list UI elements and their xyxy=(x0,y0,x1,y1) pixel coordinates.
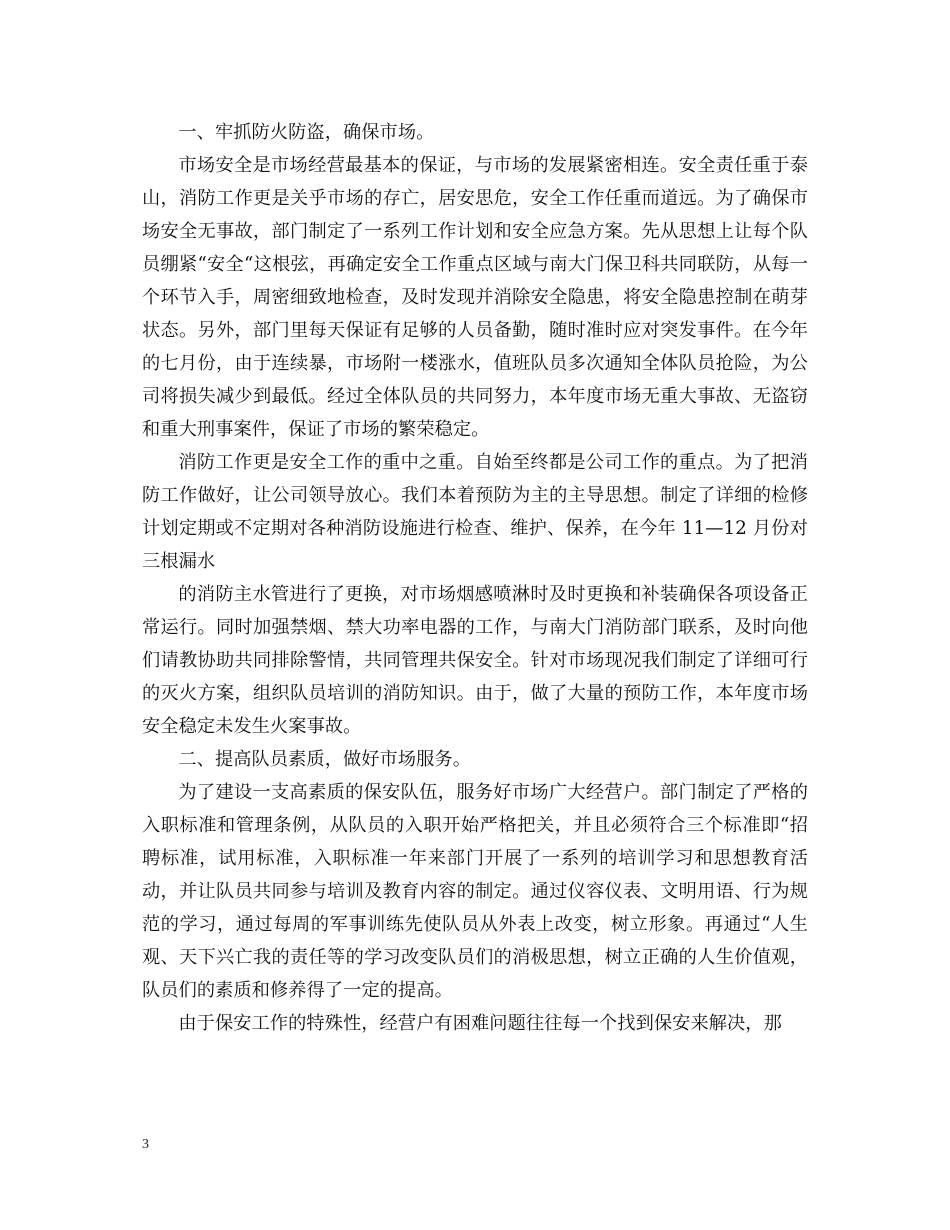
paragraph-staff-quality: 为了建设一支高素质的保安队伍，服务好市场广大经营户。部门制定了严格的入职标准和管理条例，从队员的入职开始严格把关，并且必须符合三个标准即“招聘标准，试用标准，入职标准一年来部门开展了一系列的培训学习和思想教育活动，并让队员共同参与培训及教育内容的制定。通过仪容仪表、文明用语、行为规范的学习，通过每周的军事训练先使队员从外表上改变，树立形象。再通过“人生观、天下兴亡我的责任等的学习改变队员们的消极思想，树立正确的人生价值观，队员们的素质和修养得了一定的提高。 xyxy=(142,782,808,1001)
paragraph-security-service: 由于保安工作的特殊性，经营户有困难问题往往每一个找到保安来解决，那 xyxy=(178,1013,782,1034)
document-body xyxy=(142,116,808,1040)
section-heading-1: 一、牢抓防火防盗，确保市场。 xyxy=(178,122,435,143)
paragraph-fire-prevention-continued: 的消防主水管进行了更换，对市场烟感喷淋时及时更换和补装确保各项设备正常运行。同时加强禁烟、禁大功率电器的工作，与南大门消防部门联系，及时向他们请教协助共同排除警情，共同管理共保安全。针对市场现况我们制定了详细可行的灭火方案，组织队员培训的消防知识。由于，做了大量的预防工作，本年度市场安全稳定未发生火案事故。 xyxy=(142,584,808,737)
page-number: 3 xyxy=(142,1137,149,1152)
paragraph-fire-prevention: 消防工作更是安全工作的重中之重。自始至终都是公司工作的重点。为了把消防工作做好，让公司领导放心。我们本着预防为主的主导思想。制定了详细的检修计划定期或不定期对各种消防设施进行检查、维护、保养，在今年 11—12 月份对三根漏水 xyxy=(142,452,808,572)
section-heading-2: 二、提高队员素质，做好市场服务。 xyxy=(178,749,471,770)
paragraph-market-safety: 市场安全是市场经营最基本的保证，与市场的发展紧密相连。安全责任重于泰山，消防工作更是关乎市场的存亡，居安思危，安全工作任重而道远。为了确保市场安全无事故，部门制定了一系列工作计划和安全应急方案。先从思想上让每个队员绷紧“安全“这根弦，再确定安全工作重点区域与南大门保卫科共同联防，从每一个环节入手，周密细致地检查，及时发现并消除安全隐患，将安全隐患控制在萌芽状态。另外，部门里每天保证有足够的人员备勤，随时准时应对突发事件。在今年的七月份，由于连续暴，市场附一楼涨水，值班队员多次通知全体队员抢险，为公司将损失减少到最低。经过全体队员的共同努力，本年度市场无重大事故、无盗窃和重大刑事案件，保证了市场的繁荣稳定。 xyxy=(142,155,808,440)
